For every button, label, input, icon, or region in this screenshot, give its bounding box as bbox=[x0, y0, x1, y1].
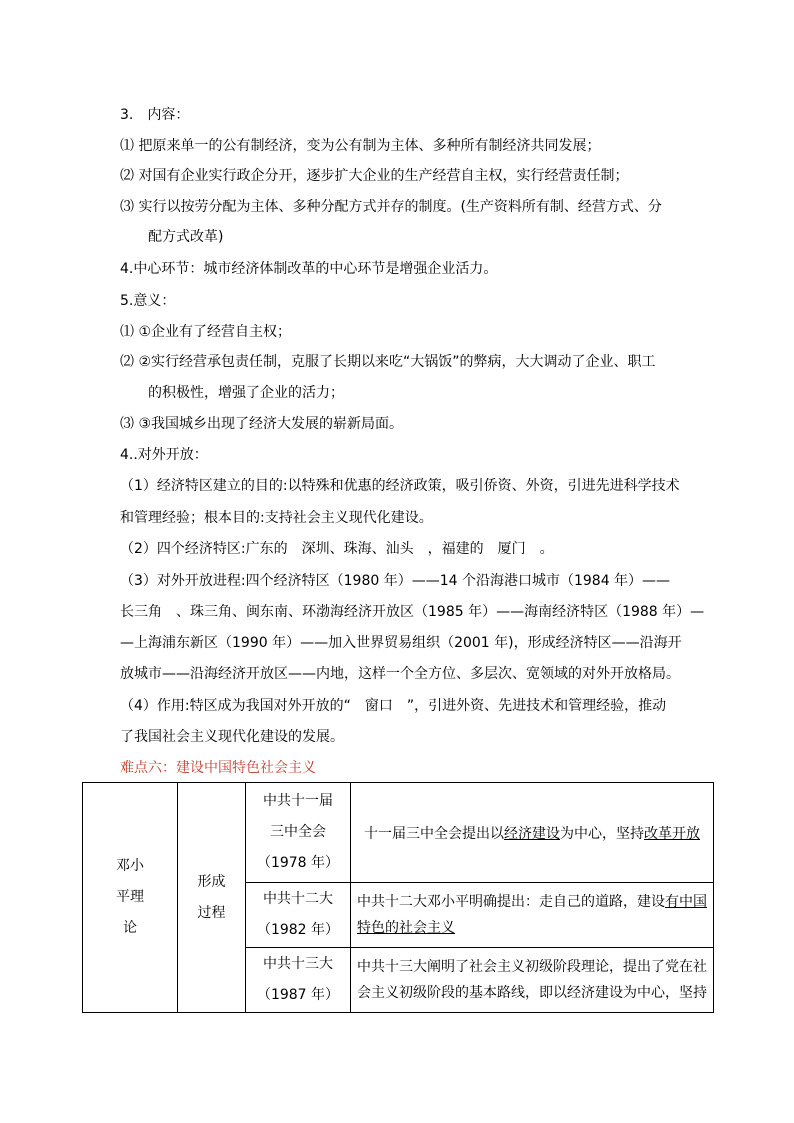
text-line: 放城市——沿海经济开放区——内地，这样一个全方位、多层次、宽领域的对外开放格局。 bbox=[120, 666, 680, 682]
text-line: ⑶ 实行以按劳分配为主体、多种分配方式并存的制度。(生产资料所有制、经营方式、分 bbox=[120, 199, 662, 215]
text-line: 4..对外开放： bbox=[120, 447, 208, 463]
content-cell: 十一届三中全会提出以经济建设为中心，坚持改革开放 bbox=[351, 783, 714, 883]
text-line: ⑴ 把原来单一的公有制经济，变为公有制为主体、多种所有制经济共同发展； bbox=[120, 138, 601, 154]
text-line: （4）作用:特区成为我国对外开放的“ 窗口 ”，引进外资、先进技术和管理经验，推动 bbox=[120, 698, 667, 714]
text-line: （1）经济特区建立的目的:以特殊和优惠的经济政策，吸引侨资、外资，引进先进科学技术 bbox=[120, 478, 680, 494]
meeting-cell: 中共十二大 （1982 年） bbox=[246, 883, 351, 948]
section-heading: 难点六：建设中国特色社会主义 bbox=[120, 760, 316, 776]
content-cell: 中共十二大邓小平明确提出：走自己的道路，建设有中国特色的社会主义 bbox=[351, 883, 714, 948]
text-line: —上海浦东新区（1990 年）——加入世界贸易组织（2001 年)，形成经济特区——沿海开 bbox=[120, 635, 682, 651]
text-line: 5.意义： bbox=[120, 293, 176, 309]
meeting-cell: 中共十三大 （1987 年） bbox=[246, 948, 351, 1013]
text-line: 了我国社会主义现代化建设的发展。 bbox=[120, 729, 344, 745]
text-line: 配方式改革) bbox=[148, 229, 224, 245]
content-cell: 中共十三大阐明了社会主义初级阶段理论，提出了党在社会主义初级阶段的基本路线，即以经济建设为中心，坚持 bbox=[351, 948, 714, 1013]
text-line: 的积极性，增强了企业的活力； bbox=[148, 385, 344, 401]
text-line: 3. 内容： bbox=[120, 107, 190, 123]
text-line: 和管理经验；根本目的:支持社会主义现代化建设。 bbox=[120, 510, 433, 526]
text-line: ⑶ ③我国城乡出现了经济大发展的崭新局面。 bbox=[120, 416, 403, 432]
text-line: （2）四个经济特区:广东的 深圳、珠海、汕头 ，福建的 厦门 。 bbox=[120, 541, 554, 557]
text-line: ⑴ ①企业有了经营自主权； bbox=[120, 324, 292, 340]
text-line: 4.中心环节：城市经济体制改革的中心环节是增强企业活力。 bbox=[120, 261, 498, 277]
meeting-cell: 中共十一届 三中全会 （1978 年） bbox=[246, 783, 351, 883]
process-cell: 形成过程 bbox=[178, 783, 246, 1013]
text-line: （3）对外开放进程:四个经济特区（1980 年）——14 个沿海港口城市（1984 年）—— bbox=[120, 573, 671, 589]
theory-cell: 邓小平理论 bbox=[83, 783, 178, 1013]
theory-table bbox=[82, 782, 714, 1013]
text-line: ⑵ ②实行经营承包责任制，克服了长期以来吃“大锅饭”的弊病，大大调动了企业、职工 bbox=[120, 354, 656, 370]
text-line: 长三角 、珠三角、闽东南、环渤海经济开放区（1985 年）——海南经济特区（1988 年）— bbox=[120, 604, 705, 620]
text-line: ⑵ 对国有企业实行政企分开，逐步扩大企业的生产经营自主权，实行经营责任制； bbox=[120, 168, 629, 184]
